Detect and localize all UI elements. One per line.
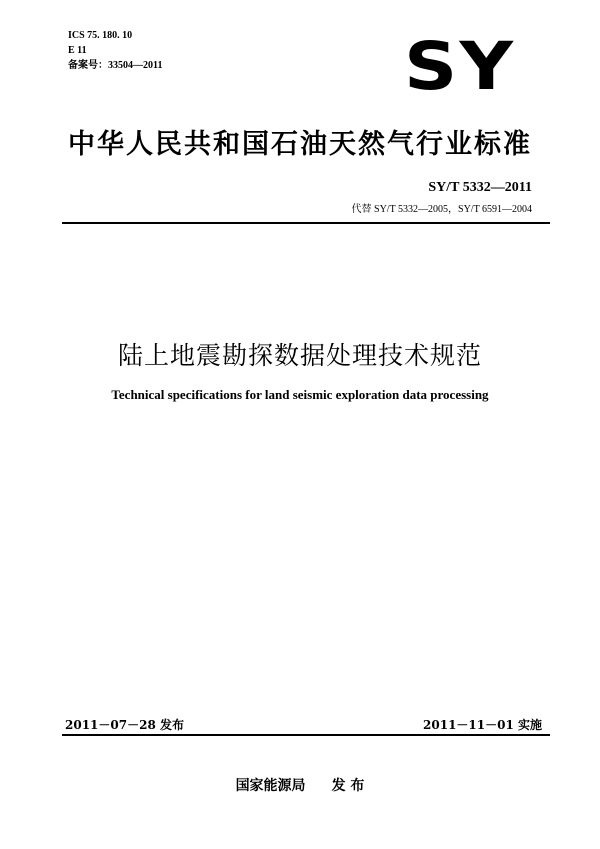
top-divider [62, 222, 550, 224]
issuer-name: 国家能源局 [235, 778, 306, 794]
standard-number: SY/T 5332—2011 [428, 180, 532, 195]
replaces-standards: 代替 SY/T 5332—2005，SY/T 6591—2004 [351, 204, 532, 215]
sy-logo: SY [404, 28, 516, 105]
document-title-english: Technical specifications for land seismic exploration data processing [111, 387, 489, 402]
ccs-code: E 11 [68, 45, 87, 56]
document-title-chinese: 陆上地震勘探数据处理技术规范 [117, 341, 482, 370]
ics-code: ICS 75. 180. 10 [68, 30, 133, 41]
bottom-divider [62, 734, 550, 736]
issuing-authority [0, 775, 600, 795]
issuer-action: 发 布 [331, 778, 365, 794]
record-number: 备案号：33504—2011 [68, 60, 163, 71]
implementation-date: 2011－11－01 实施 [423, 718, 542, 732]
issue-date: 2011－07－28 发布 [65, 718, 184, 732]
standard-category-title: 中华人民共和国石油天然气行业标准 [68, 129, 532, 160]
document-metadata [68, 28, 162, 73]
